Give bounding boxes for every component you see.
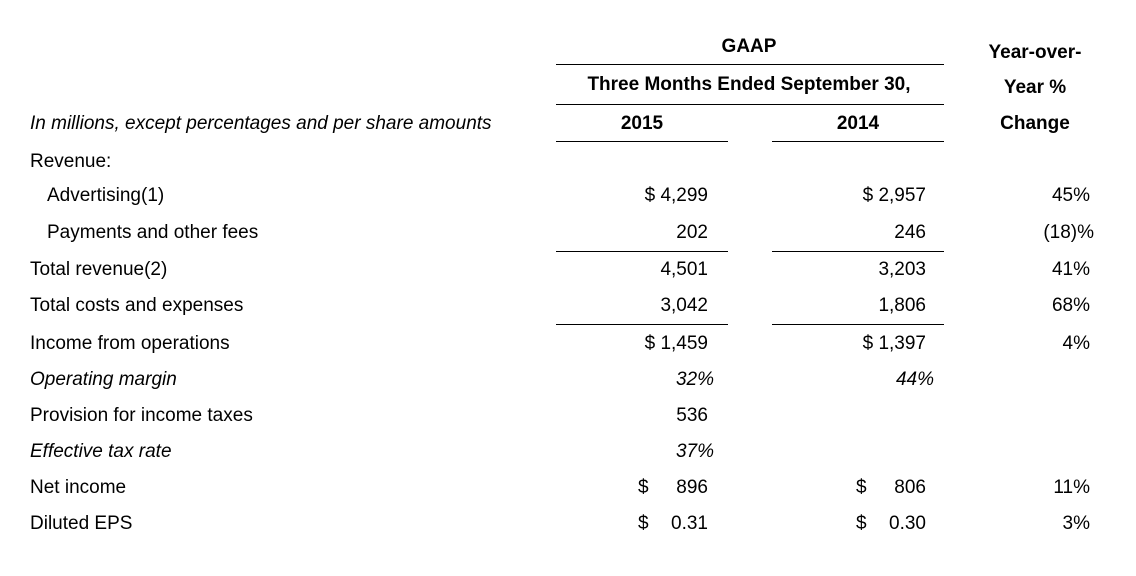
net-income-2014-value: 806: [894, 477, 926, 498]
payments-2015: 202: [676, 222, 708, 243]
header-rule-gaap: [556, 64, 944, 65]
header-rule-period: [556, 104, 944, 105]
net-income-2015: [638, 477, 708, 499]
advertising-label: Advertising(1): [47, 185, 165, 206]
currency-symbol: $: [856, 513, 867, 534]
tax-provision-2015: 536: [676, 405, 708, 426]
advertising-2015: $ 4,299: [644, 185, 708, 206]
total-revenue-2015: 4,501: [660, 259, 708, 280]
net-income-2015-value: 896: [676, 477, 708, 498]
payments-label: Payments and other fees: [47, 222, 259, 243]
income-ops-label: Income from operations: [30, 333, 230, 354]
payments-2014: 246: [894, 222, 926, 243]
total-costs-2015: 3,042: [660, 295, 708, 316]
income-ops-2014: $ 1,397: [862, 333, 926, 354]
yoy-heading-line1: Year-over-: [988, 42, 1082, 63]
op-margin-label: Operating margin: [30, 369, 177, 390]
income-ops-2015: $ 1,459: [644, 333, 708, 354]
units-note: In millions, except percentages and per share amounts: [30, 113, 492, 134]
net-income-change: 11%: [1053, 477, 1090, 498]
op-margin-2014: 44%: [895, 369, 934, 390]
op-margin-2015: 32%: [675, 369, 714, 390]
net-income-2014: [856, 477, 926, 499]
income-ops-change: 4%: [1062, 333, 1090, 354]
diluted-eps-label: Diluted EPS: [30, 513, 133, 534]
revenue-section-label: Revenue:: [30, 151, 112, 172]
eff-tax-label: Effective tax rate: [30, 441, 172, 462]
operating-rule-2015: [556, 324, 728, 325]
payments-change: (18)%: [1043, 222, 1094, 243]
column-header-2014: 2014: [836, 113, 880, 134]
tax-provision-label: Provision for income taxes: [30, 405, 253, 426]
advertising-2014: $ 2,957: [862, 185, 926, 206]
currency-symbol: $: [856, 477, 867, 498]
eff-tax-2015: 37%: [675, 441, 714, 462]
period-heading: Three Months Ended September 30,: [587, 74, 911, 95]
net-income-label: Net income: [30, 477, 127, 498]
diluted-eps-2015: [638, 513, 708, 535]
advertising-change: 45%: [1051, 185, 1090, 206]
total-revenue-label: Total revenue(2): [30, 259, 168, 280]
operating-rule-2014: [772, 324, 944, 325]
column-header-2015: 2015: [620, 113, 664, 134]
diluted-eps-2014-value: 0.30: [889, 513, 926, 534]
total-costs-label: Total costs and expenses: [30, 295, 244, 316]
gaap-heading: GAAP: [721, 36, 777, 57]
yoy-heading-line2: Year %: [1003, 77, 1067, 98]
currency-symbol: $: [638, 513, 649, 534]
subtotal-rule-2015: [556, 251, 728, 252]
total-costs-2014: 1,806: [878, 295, 926, 316]
subtotal-rule-2014: [772, 251, 944, 252]
yoy-heading-line3: Change: [1000, 113, 1070, 134]
currency-symbol: $: [638, 477, 649, 498]
total-revenue-2014: 3,203: [878, 259, 926, 280]
diluted-eps-2014: [856, 513, 926, 535]
diluted-eps-2015-value: 0.31: [671, 513, 708, 534]
header-rule-2015: [556, 141, 728, 142]
header-rule-2014: [772, 141, 944, 142]
diluted-eps-change: 3%: [1062, 513, 1090, 534]
total-costs-change: 68%: [1051, 295, 1090, 316]
total-revenue-change: 41%: [1051, 259, 1090, 280]
